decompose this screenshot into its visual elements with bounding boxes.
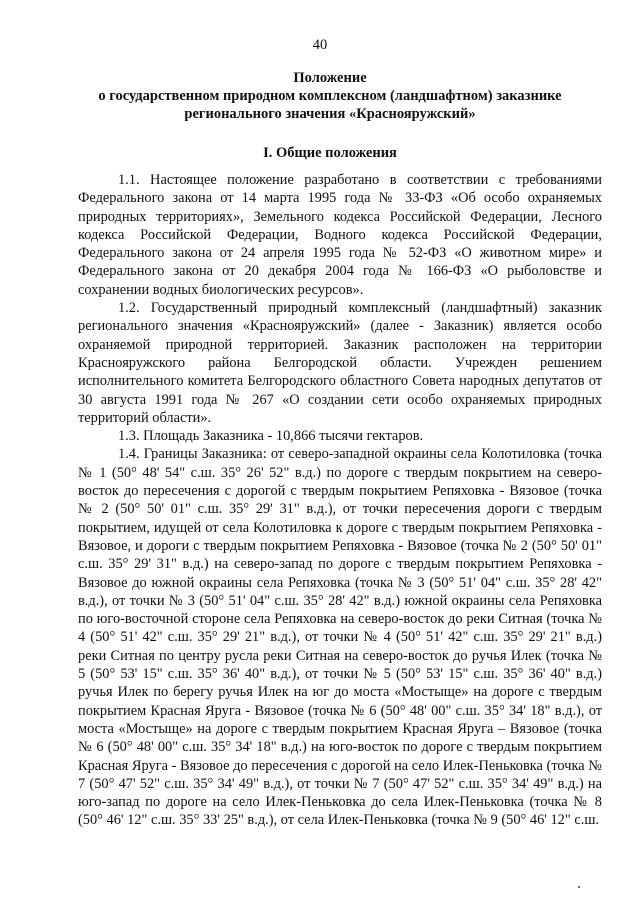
document-body	[78, 171, 602, 830]
paragraph-1-1: 1.1. Настоящее положение разработано в соответствии с требованиями Федерального закона от 14 марта 1995 года № 33-ФЗ «Об особо охраняемых природных территориях», Земельного кодекса Российской Федерации, Лесного кодекса Российской Федерации, Водного кодекса Российской Федерации, Федерального закона от 24 апреля 1995 года № 52-ФЗ «О животном мире» и Федерального закона от 20 декабря 2004 года № 166-ФЗ «О рыболовстве и сохранении водных биологических ресурсов».	[78, 172, 602, 298]
paragraph-1-3: 1.3. Площадь Заказника - 10,866 тысячи гектаров.	[118, 428, 424, 445]
paragraph-1-4: 1.4. Границы Заказника: от северо-западной окраины села Колотиловка (точка № 1 (50° 48' 54" с.ш. 35° 26' 52" в.д.) по дороге с твердым покрытием на северо-восток до пересечения с дорогой с твердым покрытием Репяховка - Вязовое (точка № 2 (50° 50' 01" с.ш. 35° 29' 31" в.д.), от точки пересечения дороги с твердым покрытием, идущей от села Колотиловка к дороге с твердым покрытием Репяховка - Вязовое, и дороги с твердым покрытием Репяховка - Вязовое (точка № 2 (50° 50' 01" с.ш. 35° 29' 31" в.д.) на северо-запад по дороге с твердым покрытием Репяховка - Вязовое до южной окраины села Репяховка (точка № 3 (50° 51' 04" с.ш. 35° 28' 42" в.д.), от точки № 3 (50° 51' 04" с.ш. 35° 28' 42" в.д.) южной окраины села Репяховка по юго-восточной стороне села Репяховка на северо-восток до реки Ситная (точка № 4 (50° 51' 42" с.ш. 35° 29' 21" в.д.), от точки № 4 (50° 51' 42" с.ш. 35° 29' 21" в.д.) реки Ситная по центру русла реки Ситная на северо-восток до ручья Илек (точка № 5 (50° 53' 15" с.ш. 35° 36' 40" в.д.), от точки № 5 (50° 53' 15" с.ш. 35° 36' 40" в.д.) ручья Илек по берегу ручья Илек на юг до моста «Мостыще» на дороге с твердым покрытием Красная Яруга - Вязовое (точка № 6 (50° 48' 00" с.ш. 35° 34' 18" в.д.), от моста «Мостыще» на дороге с твердым покрытием Красная Яруга – Вязовое (точка № 6 (50° 48' 00" с.ш. 35° 34' 18" в.д.) на юго-восток по дороге с твердым покрытием Красная Яруга - Вязовое до пересечения с дорогой на село Илек-Пеньковка (точка № 7 (50° 47' 52" с.ш. 35° 34' 49" в.д.), от точки № 7 (50° 47' 52" с.ш. 35° 34' 49" в.д.) на юго-запад по дороге на село Илек-Пеньковка до села Илек-Пеньковка (точка № 8 (50° 46' 12" с.ш. 35° 33' 25" в.д.), от села Илек-Пеньковка (точка № 9 (50° 46' 12" с.ш.	[78, 446, 602, 829]
page-number: 40	[312, 37, 328, 53]
document-title-line-3: регионального значения «Краснояружский»	[184, 106, 476, 122]
paragraph-1-2: 1.2. Государственный природный комплексный (ландшафтный) заказник регионального значения «Краснояружский» (далее - Заказник) является особо охраняемой природной территорией. Заказник расположен на территории Краснояружского района Белгородской области. Учрежден решением исполнительного комитета Белгородского областного Совета народных депутатов от 30 августа 1991 года № 267 «О создании сети особо охраняемых природных территорий области».	[78, 300, 602, 426]
scan-speck	[578, 886, 580, 888]
document-title-line-1: Положение	[293, 70, 367, 86]
document-title-line-2: о государственном природном комплексном (ландшафтном) заказнике	[98, 88, 562, 104]
section-title: I. Общие положения	[263, 145, 397, 161]
